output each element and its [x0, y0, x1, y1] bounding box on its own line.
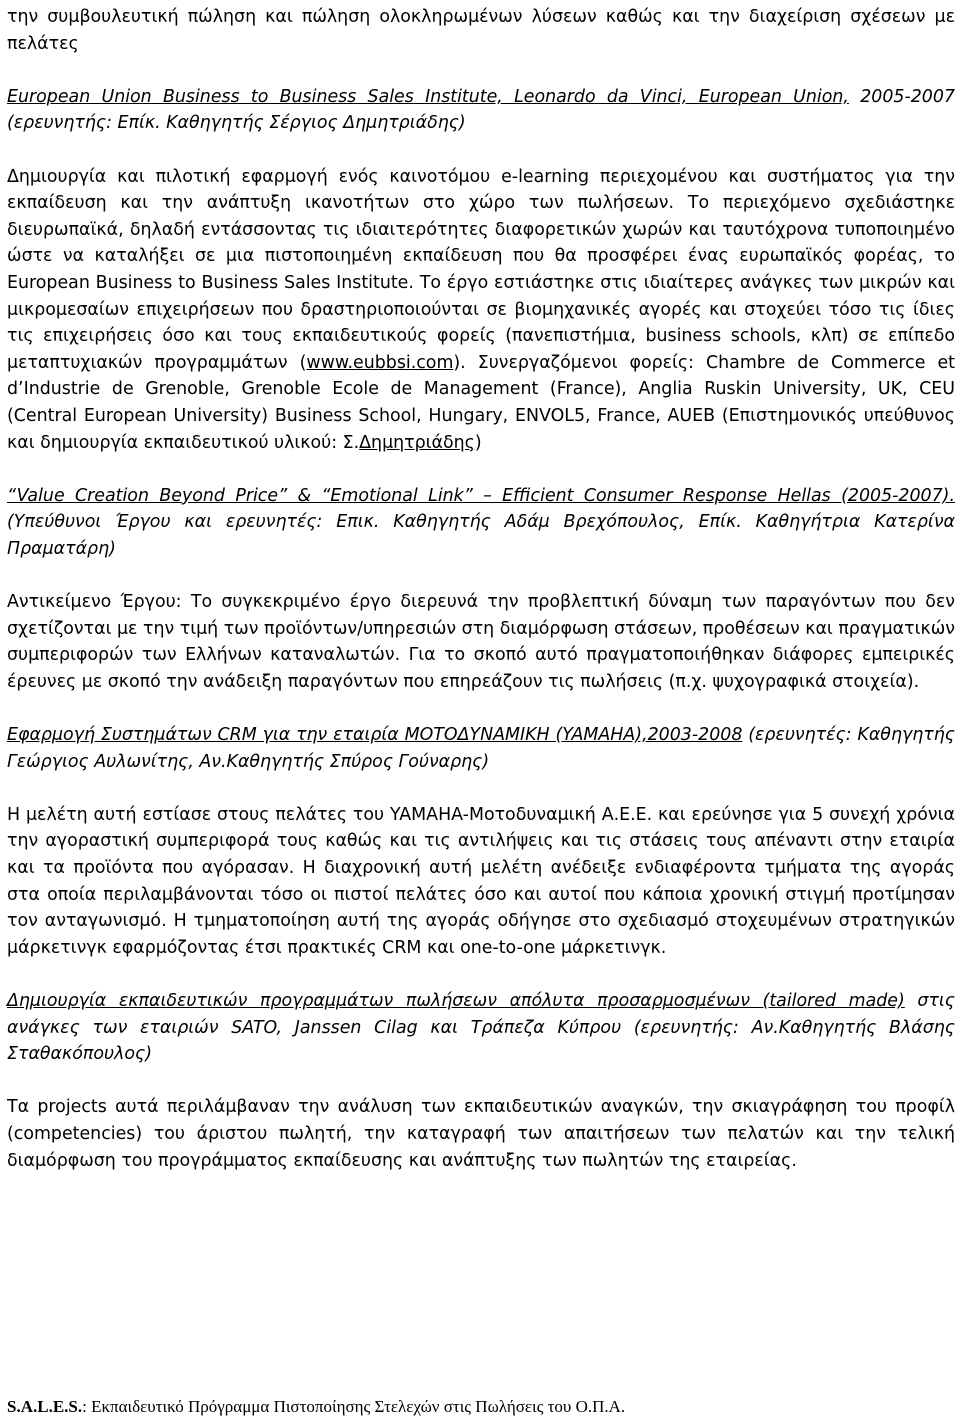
- project-ecr-heading: [7, 483, 955, 563]
- project-credits: (ερευνητές: Καθηγητής Γεώργιος Αυλωνίτης, Αν.Καθηγητής Σπύρος Γούναρης): [7, 725, 955, 772]
- author-name: Δημητριάδης: [359, 432, 475, 453]
- project-credits: 2005-2007 (ερευνητής: Επίκ. Καθηγητής Σέργιος Δημητριάδης): [7, 86, 955, 134]
- paragraph-text: Η μελέτη αυτή εστίασε στους πελάτες του YAMAHA-Μοτοδυναμική Α.Ε.Ε. και ερεύνησε για 5 συνεχή χρόνια την αγοραστική συμπεριφορά τους καθώς και τις αντιλήψεις και τις στάσεις τους απέναντι στην εταιρία και τα προϊόντα που αγόρασαν. Η διαχρονική αυτή μελέτη ανέδειξε ενδιαφέροντα τμήματα της αγοράς στα οποία περιλαμβάνονται τόσο οι πιστοί πελάτες όσο και αυτοί που κάποια χρονική στιγμή προτίμησαν τον ανταγωνισμό. Η τμηματοποίηση αυτή της αγοράς οδήγησε στο σχεδιασμό στοχευμένων στρατηγικών μάρκετινγκ εφαρμόζοντας έτσι πρακτικές CRM και one-to-one μάρκετινγκ.: [7, 804, 955, 958]
- paragraph-text-continued: ). Συνεργαζόμενοι φορείς: Chambre de Commerce et d’Industrie de Grenoble, Grenoble Ecole de Management (France), Anglia Ruskin University, UK, CEU (Central European University) Business School, Hungary, ENVOL5, France, AUEB (Επιστημονικός υπεύθυνος και δημιουργία εκπαιδευτικού υλικού: Σ.: [7, 352, 955, 453]
- paragraph-crm-description: [7, 802, 955, 962]
- closing-paren: ): [474, 432, 482, 453]
- paragraph-training-description: [7, 1094, 955, 1174]
- document-page: [7, 4, 955, 1201]
- eubbsi-link[interactable]: www.eubbsi.com: [306, 352, 454, 373]
- project-title: “Value Creation Beyond Price” & “Emotional Link” – Efficient Consumer Response Hellas (2005-2007).: [7, 485, 955, 506]
- paragraph-text: την συμβουλευτική πώληση και πώληση ολοκληρωμένων λύσεων καθώς και την διαχείριση σχέσεων με πελάτες: [7, 7, 955, 54]
- footer-brand: S.A.L.E.S.: [7, 1397, 83, 1416]
- project-credits: στις ανάγκες των εταιριών SATO, Janssen Cilag και Τράπεζα Κύπρου (ερευνητής: Αν.Καθηγητής Βλάσης Σταθακόπουλος): [7, 990, 956, 1065]
- project-title: European Union Business to Business Sales Institute, Leonardo da Vinci, European Union,: [7, 86, 849, 107]
- paragraph-text: Τα projects αυτά περιλάμβαναν την ανάλυση των εκπαιδευτικών αναγκών, την σκιαγράφηση του προφίλ (competencies) του άριστου πωλητή, την καταγραφή των απαιτήσεων των πελατών και την τελική διαμόρφωση του προγράμματος εκπαίδευσης και ανάπτυξης των πωλητών της εταιρείας.: [7, 1097, 955, 1171]
- project-training-heading: [7, 988, 955, 1068]
- project-crm-heading: [7, 722, 955, 775]
- page-footer: [7, 1397, 955, 1417]
- project-eubbsi-heading: [7, 84, 955, 137]
- paragraph-eubbsi-description: [7, 164, 955, 457]
- project-credits: (Υπεύθυνοι Έργου και ερευνητές: Επικ. Καθηγητής Αδάμ Βρεχόπουλος, Επίκ. Καθηγήτρια Κατερίνα Πραματάρη): [7, 512, 955, 559]
- paragraph-ecr-description: [7, 589, 955, 695]
- project-title: Εφαρμογή Συστημάτων CRM για την εταιρία ΜΟΤΟΔΥΝΑΜΙΚΗ (YAMAHA),2003-2008: [7, 725, 743, 746]
- project-title: Δημιουργία εκπαιδευτικών προγραμμάτων πωλήσεων απόλυτα προσαρμοσμένων (tailored made): [7, 990, 905, 1011]
- paragraph-text: Αντικείμενο Έργου: Το συγκεκριμένο έργο διερευνά την προβλεπτική δύναμη των παραγόντων που δεν σχετίζονται με την τιμή των προϊόντων/υπηρεσιών στη διαμόρφωση στάσεων, προθέσεων και πραγματικών συμπεριφορών των Ελλήνων καταναλωτών. Για το σκοπό αυτό πραγματοποιήθηκαν διάφορες εμπειρικές έρευνες με σκοπό την ανάδειξη παραγόντων που επηρεάζουν τις πωλήσεις (π.χ. ψυχογραφικά στοιχεία).: [7, 592, 955, 692]
- paragraph-consultative-selling: [7, 4, 955, 57]
- footer-text: : Εκπαιδευτικό Πρόγραμμα Πιστοποίησης Στελεχών στις Πωλήσεις του Ο.Π.Α.: [82, 1397, 626, 1416]
- paragraph-text: Δημιουργία και πιλοτική εφαρμογή ενός καινοτόμου e-learning περιεχομένου και συστήματος για την εκπαίδευση και την ανάπτυξη ικανοτήτων στο χώρο των πωλήσεων. Το περιεχόμενο σχεδιάστηκε διευρωπαϊκά, δηλαδή εντάσσοντας τις ιδιαιτερότητες διαφορετικών χωρών και ταυτόχρονα τυποποιημένο ώστε να καταλήξει σε μια πιστοποιημένη εκπαίδευση που θα προσφέρει ένας ευρωπαϊκός φορέας, το European Business to Business Sales Institute. Το έργο εστιάστηκε στις ιδιαίτερες ανάγκες των μικρών και μικρομεσαίων επιχειρήσεων που δραστηριοποιούνται σε βιομηχανικές αγορές και στοχεύει τόσο τις ίδιες τις επιχειρήσεις όσο και τους εκπαιδευτικούς φορείς (πανεπιστήμια, business schools, κλπ) σε επίπεδο μεταπτυχιακών προγραμμάτων (: [7, 166, 955, 373]
